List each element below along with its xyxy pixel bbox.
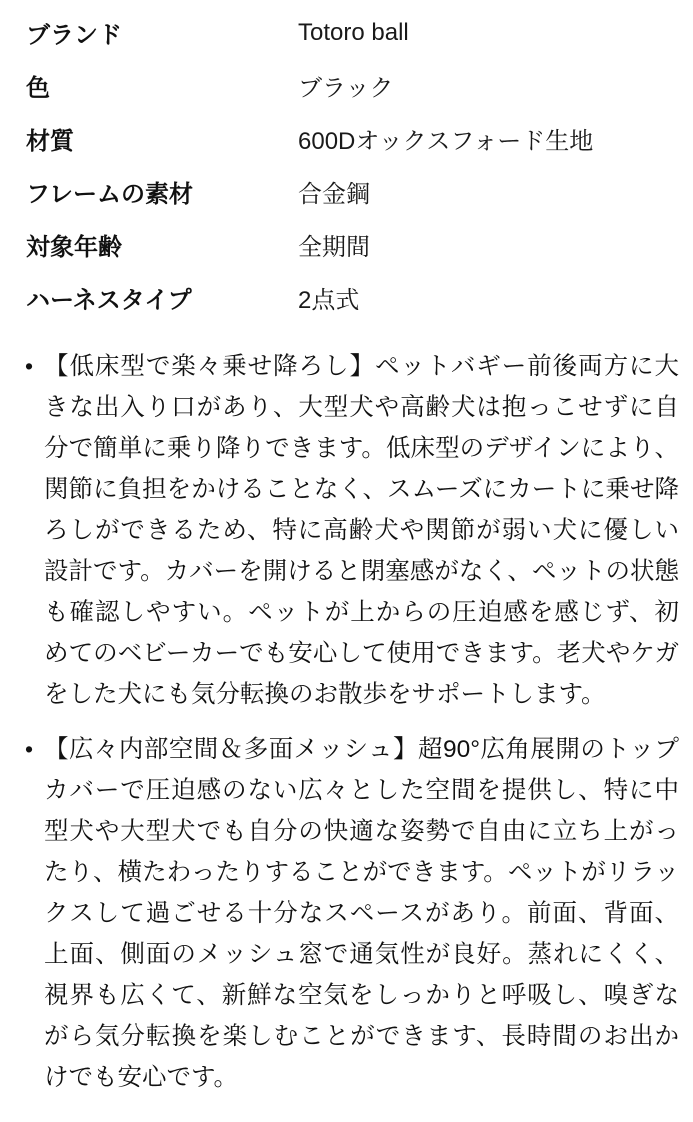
bullet-dot-icon: • <box>24 736 34 762</box>
table-row <box>14 6 679 59</box>
table-row <box>14 218 679 271</box>
list-item <box>14 729 679 1098</box>
spec-value: 2点式 <box>298 287 360 314</box>
spec-label: 材質 <box>26 128 74 155</box>
spec-value: Totoro ball <box>298 18 409 46</box>
spec-value: 全期間 <box>298 234 370 261</box>
table-row <box>14 59 679 112</box>
feature-text: 【低床型で楽々乗せ降ろし】ペットバギー前後両方に大きな出入り口があり、大型犬や高齢犬は抱っこせずに自分で簡単に乗り降りできます。低床型のデザインにより、関節に負担をかけることなく、スムーズにカートに乗せ降ろしができるため、特に高齢犬や関節が弱い犬に優しい設計です。カバーを開けると閉塞感がなく、ペットの状態も確認しやすい。ペットが上からの圧迫感を感じず、初めてのベビーカーでも安心して使用できます。老犬やケガをした犬にも気分転換のお散歩をサポートします。 <box>44 353 679 708</box>
table-row <box>14 165 679 218</box>
spec-value: ブラック <box>298 75 394 102</box>
spec-label: 対象年齢 <box>26 234 122 261</box>
spec-label: ハーネスタイプ <box>26 287 192 314</box>
table-row <box>14 271 679 324</box>
bullet-dot-icon: • <box>24 353 34 379</box>
feature-text: 【広々内部空間＆多面メッシュ】超90°広角展開のトップカバーで圧迫感のない広々とした空間を提供し、特に中型犬や大型犬でも自分の快適な姿勢で自由に立ち上がったり、横たわったりすることができます。ペットがリラックスして過ごせる十分なスペースがあり。前面、背面、上面、側面のメッシュ窓で通気性が良好。蒸れにくく、視界も広くて、新鮮な空気をしっかりと呼吸し、嗅ぎながら気分転換を楽しむことができます、長時間のお出かけでも安心です。 <box>44 736 679 1091</box>
list-item <box>14 346 679 715</box>
spec-label: 色 <box>26 75 50 102</box>
table-row <box>14 112 679 165</box>
spec-value: 合金鋼 <box>298 181 370 208</box>
spec-label: フレームの素材 <box>26 181 194 208</box>
spec-label: ブランド <box>26 22 122 49</box>
feature-bullet-list <box>14 346 679 1098</box>
spec-value: 600Dオックスフォード生地 <box>298 128 594 155</box>
specification-table <box>14 6 679 324</box>
